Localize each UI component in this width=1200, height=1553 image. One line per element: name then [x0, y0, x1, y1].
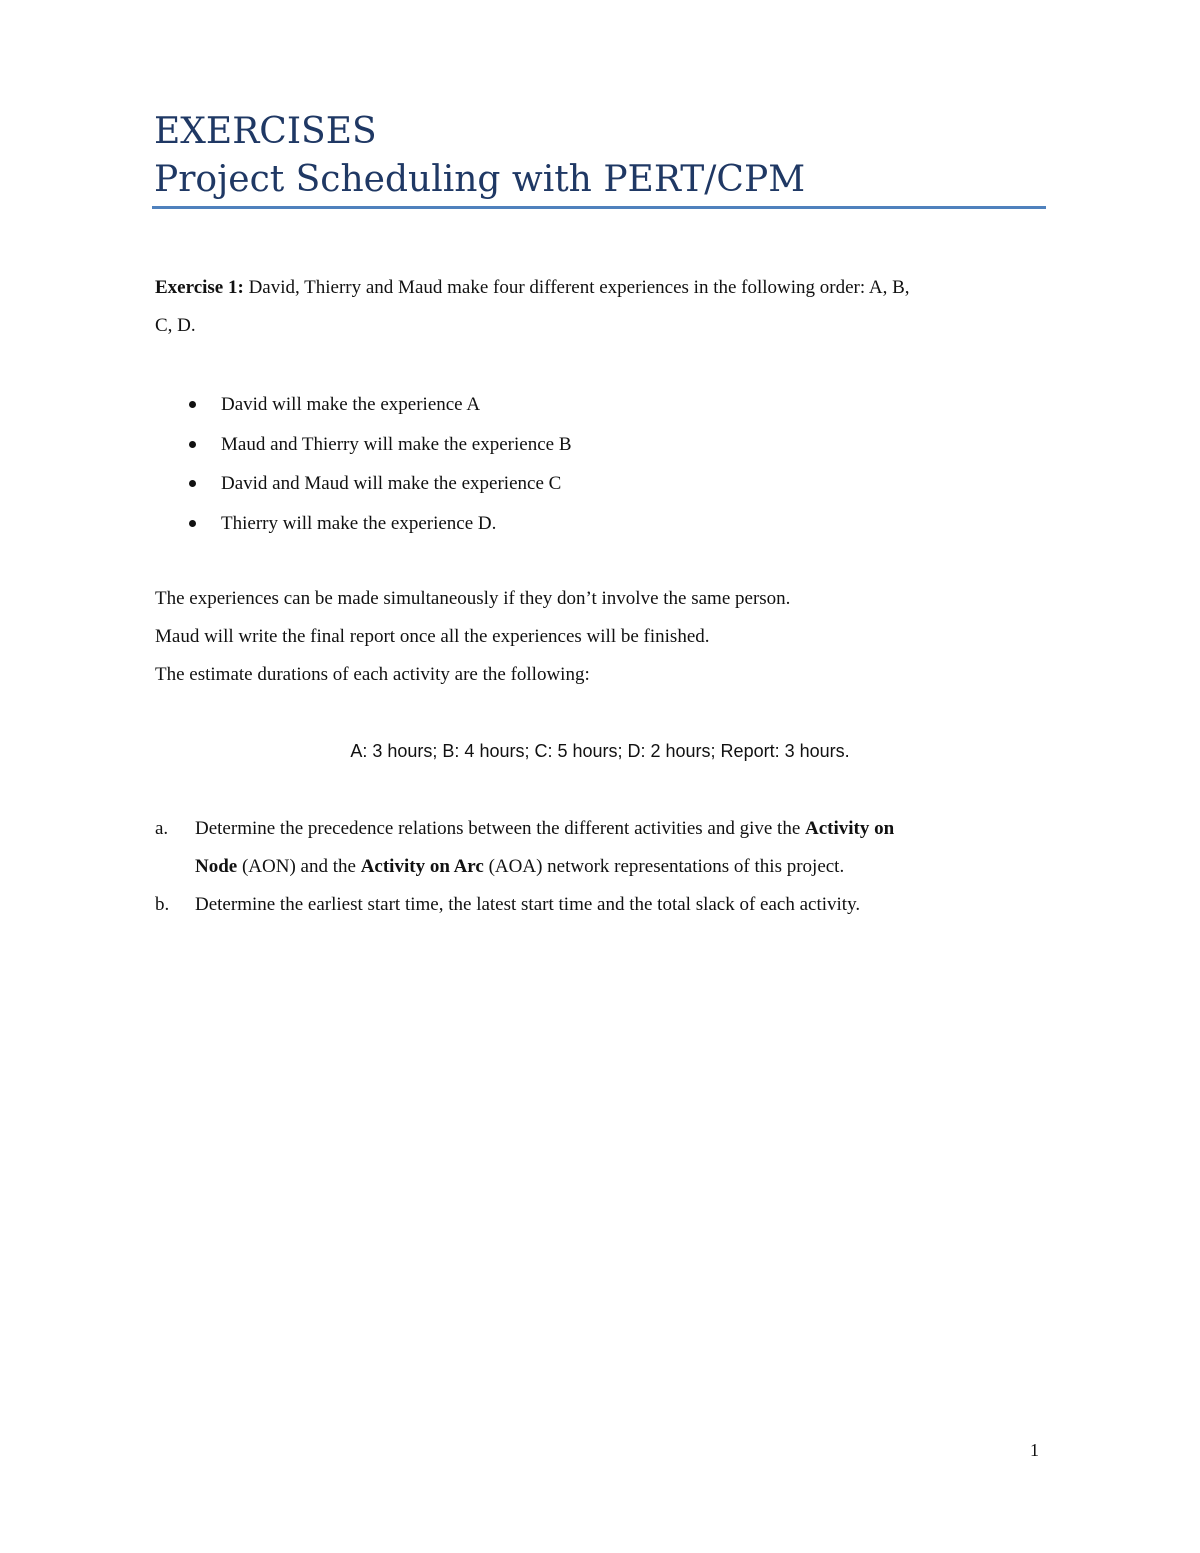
- question-text: Determine the earliest start time, the latest start time and the total slack of each activity.: [195, 894, 861, 915]
- question-text: (AOA) network representations of this project.: [483, 856, 845, 877]
- question-b: [155, 886, 1047, 924]
- question-a: [155, 810, 1047, 886]
- list-item-text: Thierry will make the experience D.: [221, 512, 497, 534]
- question-line-2: [195, 848, 1047, 886]
- exercise-intro: [155, 269, 1047, 345]
- exercise-label: Exercise 1:: [155, 277, 244, 298]
- paragraph: Maud will write the final report once all the experiences will be finished.: [155, 626, 710, 647]
- document-title: [154, 108, 1046, 204]
- bullet-icon: [189, 401, 196, 408]
- list-item-text: David and Maud will make the experience C: [221, 473, 562, 494]
- paragraph: The experiences can be made simultaneously if they don’t involve the same person.: [155, 588, 791, 609]
- intro-text: David, Thierry and Maud make four different experiences in the following order: A, B,: [243, 277, 910, 298]
- bold-term: Activity on Arc: [360, 856, 484, 877]
- bullet-icon: [189, 480, 196, 487]
- list-item: [187, 425, 572, 465]
- question-text: (AON) and the: [237, 856, 361, 877]
- list-item-text: Maud and Thierry will make the experience B: [221, 433, 572, 455]
- activity-durations: A: 3 hours; B: 4 hours; C: 5 hours; D: 2 hours; Report: 3 hours.: [350, 741, 850, 761]
- experience-list: [187, 385, 572, 543]
- bullet-icon: [189, 520, 196, 527]
- question-marker: b.: [155, 894, 170, 915]
- title-subheading: Project Scheduling with PERT/CPM: [154, 159, 806, 200]
- title-divider: [152, 206, 1046, 209]
- list-item: [187, 464, 572, 504]
- intro-line-2: C, D.: [155, 315, 196, 336]
- bold-term: Node: [195, 856, 238, 877]
- intro-line-1: [155, 269, 1047, 307]
- question-text: Determine the precedence relations between the different activities and give the: [195, 818, 806, 839]
- exercise-description: [155, 580, 1047, 694]
- bold-term: Activity on: [805, 818, 895, 839]
- title-heading: EXERCISES: [154, 111, 377, 152]
- question-list: [155, 810, 1047, 924]
- list-item: [187, 504, 572, 544]
- paragraph: The estimate durations of each activity are the following:: [155, 664, 590, 685]
- bullet-icon: [189, 441, 196, 448]
- list-item-text: David will make the experience A: [221, 394, 481, 415]
- question-marker: a.: [155, 818, 169, 839]
- question-line-1: [195, 810, 1047, 848]
- page-number: 1: [1030, 1440, 1039, 1460]
- list-item: [187, 385, 572, 425]
